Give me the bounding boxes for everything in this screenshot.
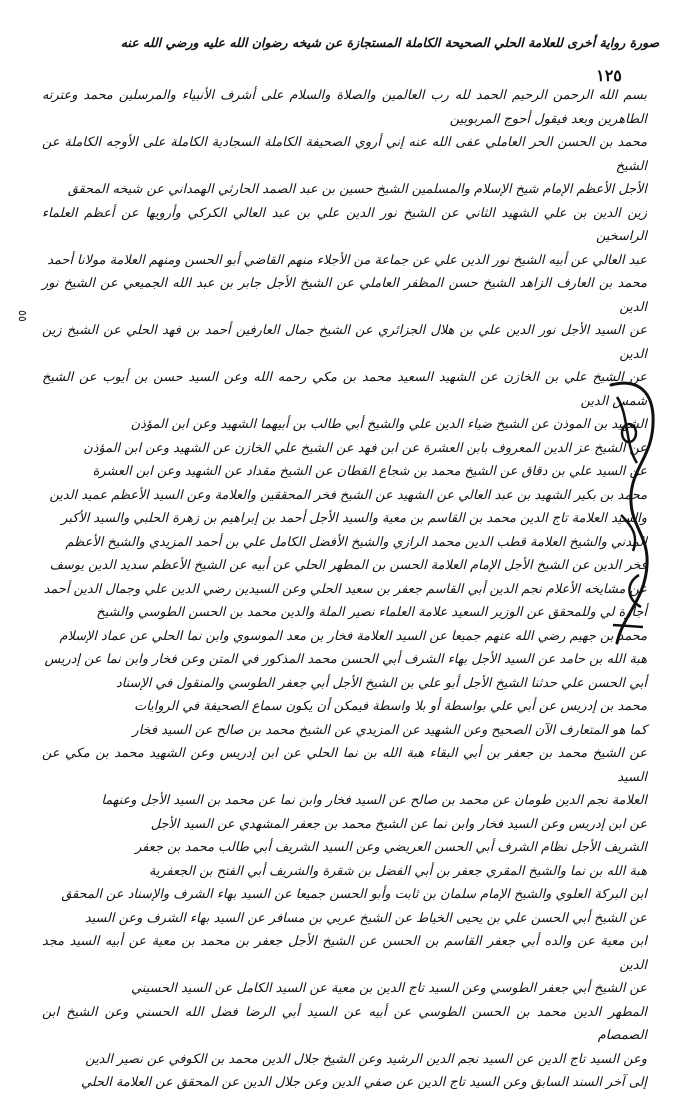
manuscript-line: محمد بن جهيم رضي الله عنهم جميعا عن السيد العلامة فخار بن معد الموسوي وابن نما الحلي عن عماد الإسلام	[59, 628, 647, 644]
manuscript-line: عن الشيخ أبي جعفر الطوسي وعن السيد تاج الدين بن معية عن السيد الكامل عن السيد الحسيني	[131, 981, 647, 996]
manuscript-line: زين الدين بن علي الشهيد الثاني عن الشيخ نور الدين علي بن عبد العالي الكركي وأرويها عن أعظم العلماء الراسخين	[42, 205, 647, 244]
manuscript-line: عن الشيخ علي بن الخازن عن الشهيد السعيد محمد بن مكي رحمه الله وعن السيد حسن بن أيوب عن الشيخ شمس الدين	[42, 370, 647, 409]
page-number: ١٢٥	[596, 66, 622, 85]
manuscript-line: ابن معية عن والده أبي جعفر القاسم بن الحسن عن الشيخ الأجل جعفر بن محمد بن معية عن أبيه السيد مجد الدين	[42, 934, 647, 973]
manuscript-line: الأجل الأعظم الإمام شيخ الإسلام والمسلمين الشيخ حسين بن عبد الصمد الحارثي الهمداني عن شيخه المحقق	[67, 182, 647, 197]
marginal-annotation-icon	[603, 375, 659, 650]
manuscript-line: أجازة لي وللمحقق عن الوزير السعيد علامة العلماء نصير الملة والدين محمد بن الحسن الطوسي والشيخ	[96, 605, 647, 620]
manuscript-line: عن الشيخ محمد بن جعفر بن أبي البقاء هبة الله بن نما الحلي عن ابن إدريس وعن الشهيد محمد بن مكي عن السيد	[42, 746, 647, 785]
manuscript-body	[42, 84, 647, 1090]
manuscript-line: فخر الدين عن الشيخ الأجل الإمام العلامة الحسن بن المطهر الحلي عن أبيه عن الشيخ الأعظم سديد الدين يوسف	[49, 558, 647, 573]
manuscript-line: الشريف الأجل نظام الشرف أبي الحسن العريضي وعن السيد الشريف أبي طالب محمد بن جعفر	[135, 840, 647, 855]
manuscript-line: والسيد العلامة تاج الدين محمد بن القاسم بن معية والسيد الأجل أحمد بن إبراهيم بن زهرة الحلبي والسيد الأكبر	[61, 511, 647, 526]
manuscript-line: أبي الحسن علي حدثنا الشيخ الأجل أبو علي بن الشيخ الأجل أبي جعفر الطوسي والمنقول في الإسناد	[115, 675, 647, 691]
manuscript-line: كما هو المتعارف الآن الصحيح وعن الشهيد عن المزيدي عن الشيخ محمد بن صالح عن السيد فخار	[132, 722, 647, 738]
manuscript-line: محمد بن الحسن الحر العاملي عفى الله عنه إني أروي الصحيفة الكاملة السجادية الكاملة على الأوجه الكاملة عن الشيخ	[42, 135, 647, 174]
manuscript-line: عن ابن إدريس وعن السيد فخار وابن نما عن الشيخ محمد بن جعفر المشهدي عن السيد الأجل	[150, 816, 647, 832]
manuscript-line: هبة الله بن حامد عن السيد الأجل بهاء الشرف أبي الحسن محمد المذكور في المتن وعن فخار وابن نما عن إدريس	[44, 652, 647, 667]
manuscript-line: عن الشيخ أبي الحسن علي بن يحيى الخياط عن الشيخ عربي بن مسافر عن السيد بهاء الشرف وعن السيد	[84, 910, 647, 926]
manuscript-line: المدني والشيخ العلامة قطب الدين محمد الرازي والشيخ الأفضل الكامل علي بن أحمد المزيدي والشيخ الأعظم	[65, 534, 647, 550]
manuscript-line: بسم الله الرحمن الرحيم الحمد لله رب العالمين والصلاة والسلام على أشرف الأنبياء والمرسلين محمد وعترته الطاهرين وبعد فيقول أحوج المربوبين	[42, 88, 647, 127]
manuscript-line: وعن السيد تاج الدين عن السيد نجم الدين الرشيد وعن الشيخ جلال الدين محمد بن الكوفي عن نصير الدين	[85, 1051, 647, 1067]
manuscript-line: عن الشيخ عز الدين المعروف بابن العشرة عن ابن فهد عن الشيخ علي الخازن عن الشهيد وعن ابن المؤذن	[83, 440, 647, 456]
manuscript-line: المطهر الدين محمد بن الحسن الطوسي عن أبيه عن السيد أبي الرضا فضل الله الحسني وعن الشيخ ابن الصمصام	[42, 1004, 647, 1043]
document-header: صورة رواية أخرى للعلامة الحلي الصحيحة الكاملة المستجازة عن شيخه رضوان الله عليه ورضي الله عنه	[120, 35, 660, 50]
manuscript-line: عن مشايخه الأعلام نجم الدين أبي القاسم جعفر بن سعيد الحلي وعن السيدين رضي الدين علي وجمال الدين أحمد	[43, 581, 647, 597]
manuscript-line: الشهيد بن الموذن عن الشيخ ضياء الدين علي والشيخ أبي طالب بن أبيهما الشهيد وعن ابن المؤذن	[130, 417, 647, 432]
manuscript-line: عبد العالي عن أبيه الشيخ نور الدين علي عن جماعة من الأجلاء منهم القاضي أبو الحسن ومنهم العلامة مولانا أحمد	[47, 252, 647, 268]
manuscript-line: عن السيد علي بن دقاق عن الشيخ محمد بن شجاع القطان عن الشيخ مقداد عن الشهيد وعن ابن العشرة	[92, 464, 647, 479]
manuscript-line: عن السيد الأجل نور الدين علي بن هلال الجزائري عن الشيخ جمال العارفين أحمد بن فهد الحلي عن الشيخ زين الدين	[42, 323, 647, 362]
manuscript-line: محمد بن إدريس عن أبي علي بواسطة أو بلا واسطة فيمكن أن يكون سماع الصحيفة في الروايات	[134, 699, 647, 714]
manuscript-line: ابن البركة العلوي والشيخ الإمام سلمان بن ثابت وأبو الحسن جميعا عن السيد بهاء الشرف والإسناد عن المحقق	[61, 887, 647, 902]
manuscript-line: هبة الله بن نما والشيخ المقري جعفر بن أبي الفضل بن شقرة والشريف أبي الفتح بن الجعفرية	[148, 863, 647, 879]
manuscript-line: إلى آخر السند السابق وعن السيد تاج الدين عن صفي الدين وعن جلال الدين عن المحقق عن العلامة الحلي	[81, 1075, 647, 1090]
manuscript-line: العلامة نجم الدين طومان عن محمد بن صالح عن السيد فخار وابن نما عن محمد بن السيد الأجل وعنهما	[101, 793, 647, 808]
manuscript-line: محمد بن العارف الزاهد الشيخ حسن المظفر العاملي عن الشيخ الأجل جابر بن عبد الله الجميعي عن الشيخ نور الدين	[42, 276, 647, 315]
margin-note: ٥٥	[16, 310, 29, 322]
manuscript-line: محمد بن بكير الشهيد بن عبد العالي عن الشهيد عن الشيخ فخر المحققين والعلامة وعن السيد الأعظم عميد الدين	[49, 487, 647, 503]
